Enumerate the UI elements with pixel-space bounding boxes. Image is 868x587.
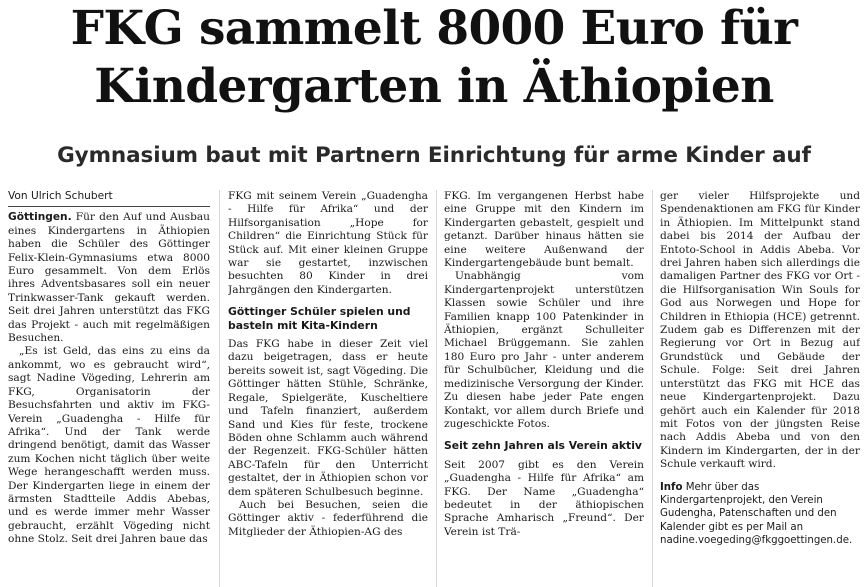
column-divider <box>436 190 437 587</box>
paragraph: Auch bei Besuchen, seien die Göttinger aktiv - federführend die Mitglieder der Äthiopien-AG des <box>228 498 428 538</box>
info-box <box>660 481 860 548</box>
subheadline: Gymnasium baut mit Partnern Einrichtung für arme Kinder auf <box>57 143 811 168</box>
info-text: Mehr über das Kindergartenprojekt, den Verein Gudengha, Patenschaften und den Kalender gibt es per Mail an nadine.voegeding@fkggoettingen.de. <box>660 481 853 547</box>
headline-line-1: FKG sammelt 8000 Euro für <box>70 1 798 56</box>
article-column-4 <box>660 190 860 587</box>
article-column-1 <box>8 190 210 587</box>
subheading: Seit zehn Jahren als Verein aktiv <box>444 439 642 453</box>
dateline: Göttingen. <box>8 211 72 224</box>
column-divider <box>652 190 653 587</box>
paragraph: FKG. Im vergangenen Herbst habe eine Gruppe mit den Kindern im Kindergarten gebastelt, gespielt und getanzt. Darüber hinaus hätten sie eine weitere Außenwand der Kindergartengebäude bunt bemalt. <box>444 190 644 270</box>
article-column-2 <box>228 190 428 587</box>
paragraph: FKG mit seinem Verein „Guadengha - Hilfe für Afrika“ und der Hilfsorganisation „Hope for Children“ die Einrichtung Stück für Stück auf. Mit einer kleinen Gruppe war sie gestartet, inzwischen besuchten 80 Kinder in drei Jahrgängen den Kindergarten. <box>228 190 428 296</box>
paragraph: „Es ist Geld, das eins zu eins da ankommt, wo es gebraucht wird“, sagt Nadine Vögeding, Lehrerin am FKG, Organisatorin der Besuchsfahrten und aktiv im FKG-Verein „Guadengha - Hilfe für Afrika“. Und der Tank werde dringend benötigt, damit das Wasser zum Kochen nicht täglich über weite Wege herangeschafft werden muss. Der Kindergarten liege in einem der ärmsten Stadtteile Addis Abebas, und es werde immer mehr Wasser gebraucht, erzählt Vögeding nicht ohne Stolz. Seit drei Jahren baue das <box>8 345 210 546</box>
column-divider <box>219 190 220 587</box>
paragraph: Das FKG habe in dieser Zeit viel dazu beigetragen, dass er heute bereits soweit ist, sagt Vögeding. Die Göttinger hätten Stühle, Schränke, Regale, Spielgeräte, Kuscheltiere und Tafeln finanziert, außerdem Sand und Kies für feste, trockene Böden ohne Schlamm auch während der Regenzeit. FKG-Schüler hätten ABC-Tafeln für den Unterricht gestaltet, der in Äthiopien schon vor dem späteren Schulbesuch beginne. <box>228 338 428 498</box>
paragraph <box>8 211 210 345</box>
subheading: Göttinger Schüler spielen und basteln mit Kita-Kindern <box>228 305 411 332</box>
article-column-3 <box>444 190 644 587</box>
paragraph: ger vieler Hilfsprojekte und Spendenaktionen am FKG für Kinder in Äthiopien. Im Mittelpunkt stand dabei bis 2014 der Aufbau der Entoto-School in Addis Abeba. Vor drei Jahren haben sich allerdings die damaligen Partner des FKG vor Ort - die Hilfsorganisation Win Souls for God aus Norwegen und Hope for Children in Ethiopia (HCE) getrennt. Zudem gab es Differenzen mit der Regierung vor Ort in Bezug auf Grundstück und Gebäude der Schule. Folge: Seit drei Jahren unterstützt das FKG mit HCE das neue Kindergartenprojekt. Dazu gehört auch ein Kalender für 2018 mit Fotos von der jüngsten Reise nach Addis Abeba und von den Kindern im Kindergarten, der in der Schule verkauft wird. <box>660 190 860 471</box>
paragraph-text: Für den Auf und Ausbau eines Kindergartens in Äthiopien haben die Schüler des Göttinger Felix-Klein-Gymnasiums etwa 8000 Euro gesammelt. Von dem Erlös ihres Adventsbasares soll ein neuer Trinkwasser-Tank gekauft werden. Seit drei Jahren unterstützt das FKG das Projekt - auch mit regelmäßigen Besuchen. <box>8 211 210 345</box>
info-label: Info <box>660 481 683 493</box>
paragraph: Seit 2007 gibt es den Verein „Guadengha - Hilfe für Afrika“ am FKG. Der Name „Guadengha“ bedeutet in der äthiopischen Sprache Amharisch „Freund“. Der Verein ist Trä- <box>444 458 644 538</box>
headline-line-2: Kindergarten in Äthiopien <box>94 59 774 114</box>
byline: Von Ulrich Schubert <box>8 190 210 207</box>
paragraph: Unabhängig vom Kindergartenprojekt unterstützen Klassen sowie Schüler und ihre Familien knapp 100 Patenkinder in Äthiopien, ergänzt Schulleiter Michael Brüggemann. Sie zahlen 180 Euro pro Jahr - unter anderem für Schulbücher, Kleidung und die medizinische Versorgung der Kinder. Zu diesen habe jeder Pate engen Kontakt, vor allem durch Briefe und zugeschickte Fotos. <box>444 270 644 430</box>
